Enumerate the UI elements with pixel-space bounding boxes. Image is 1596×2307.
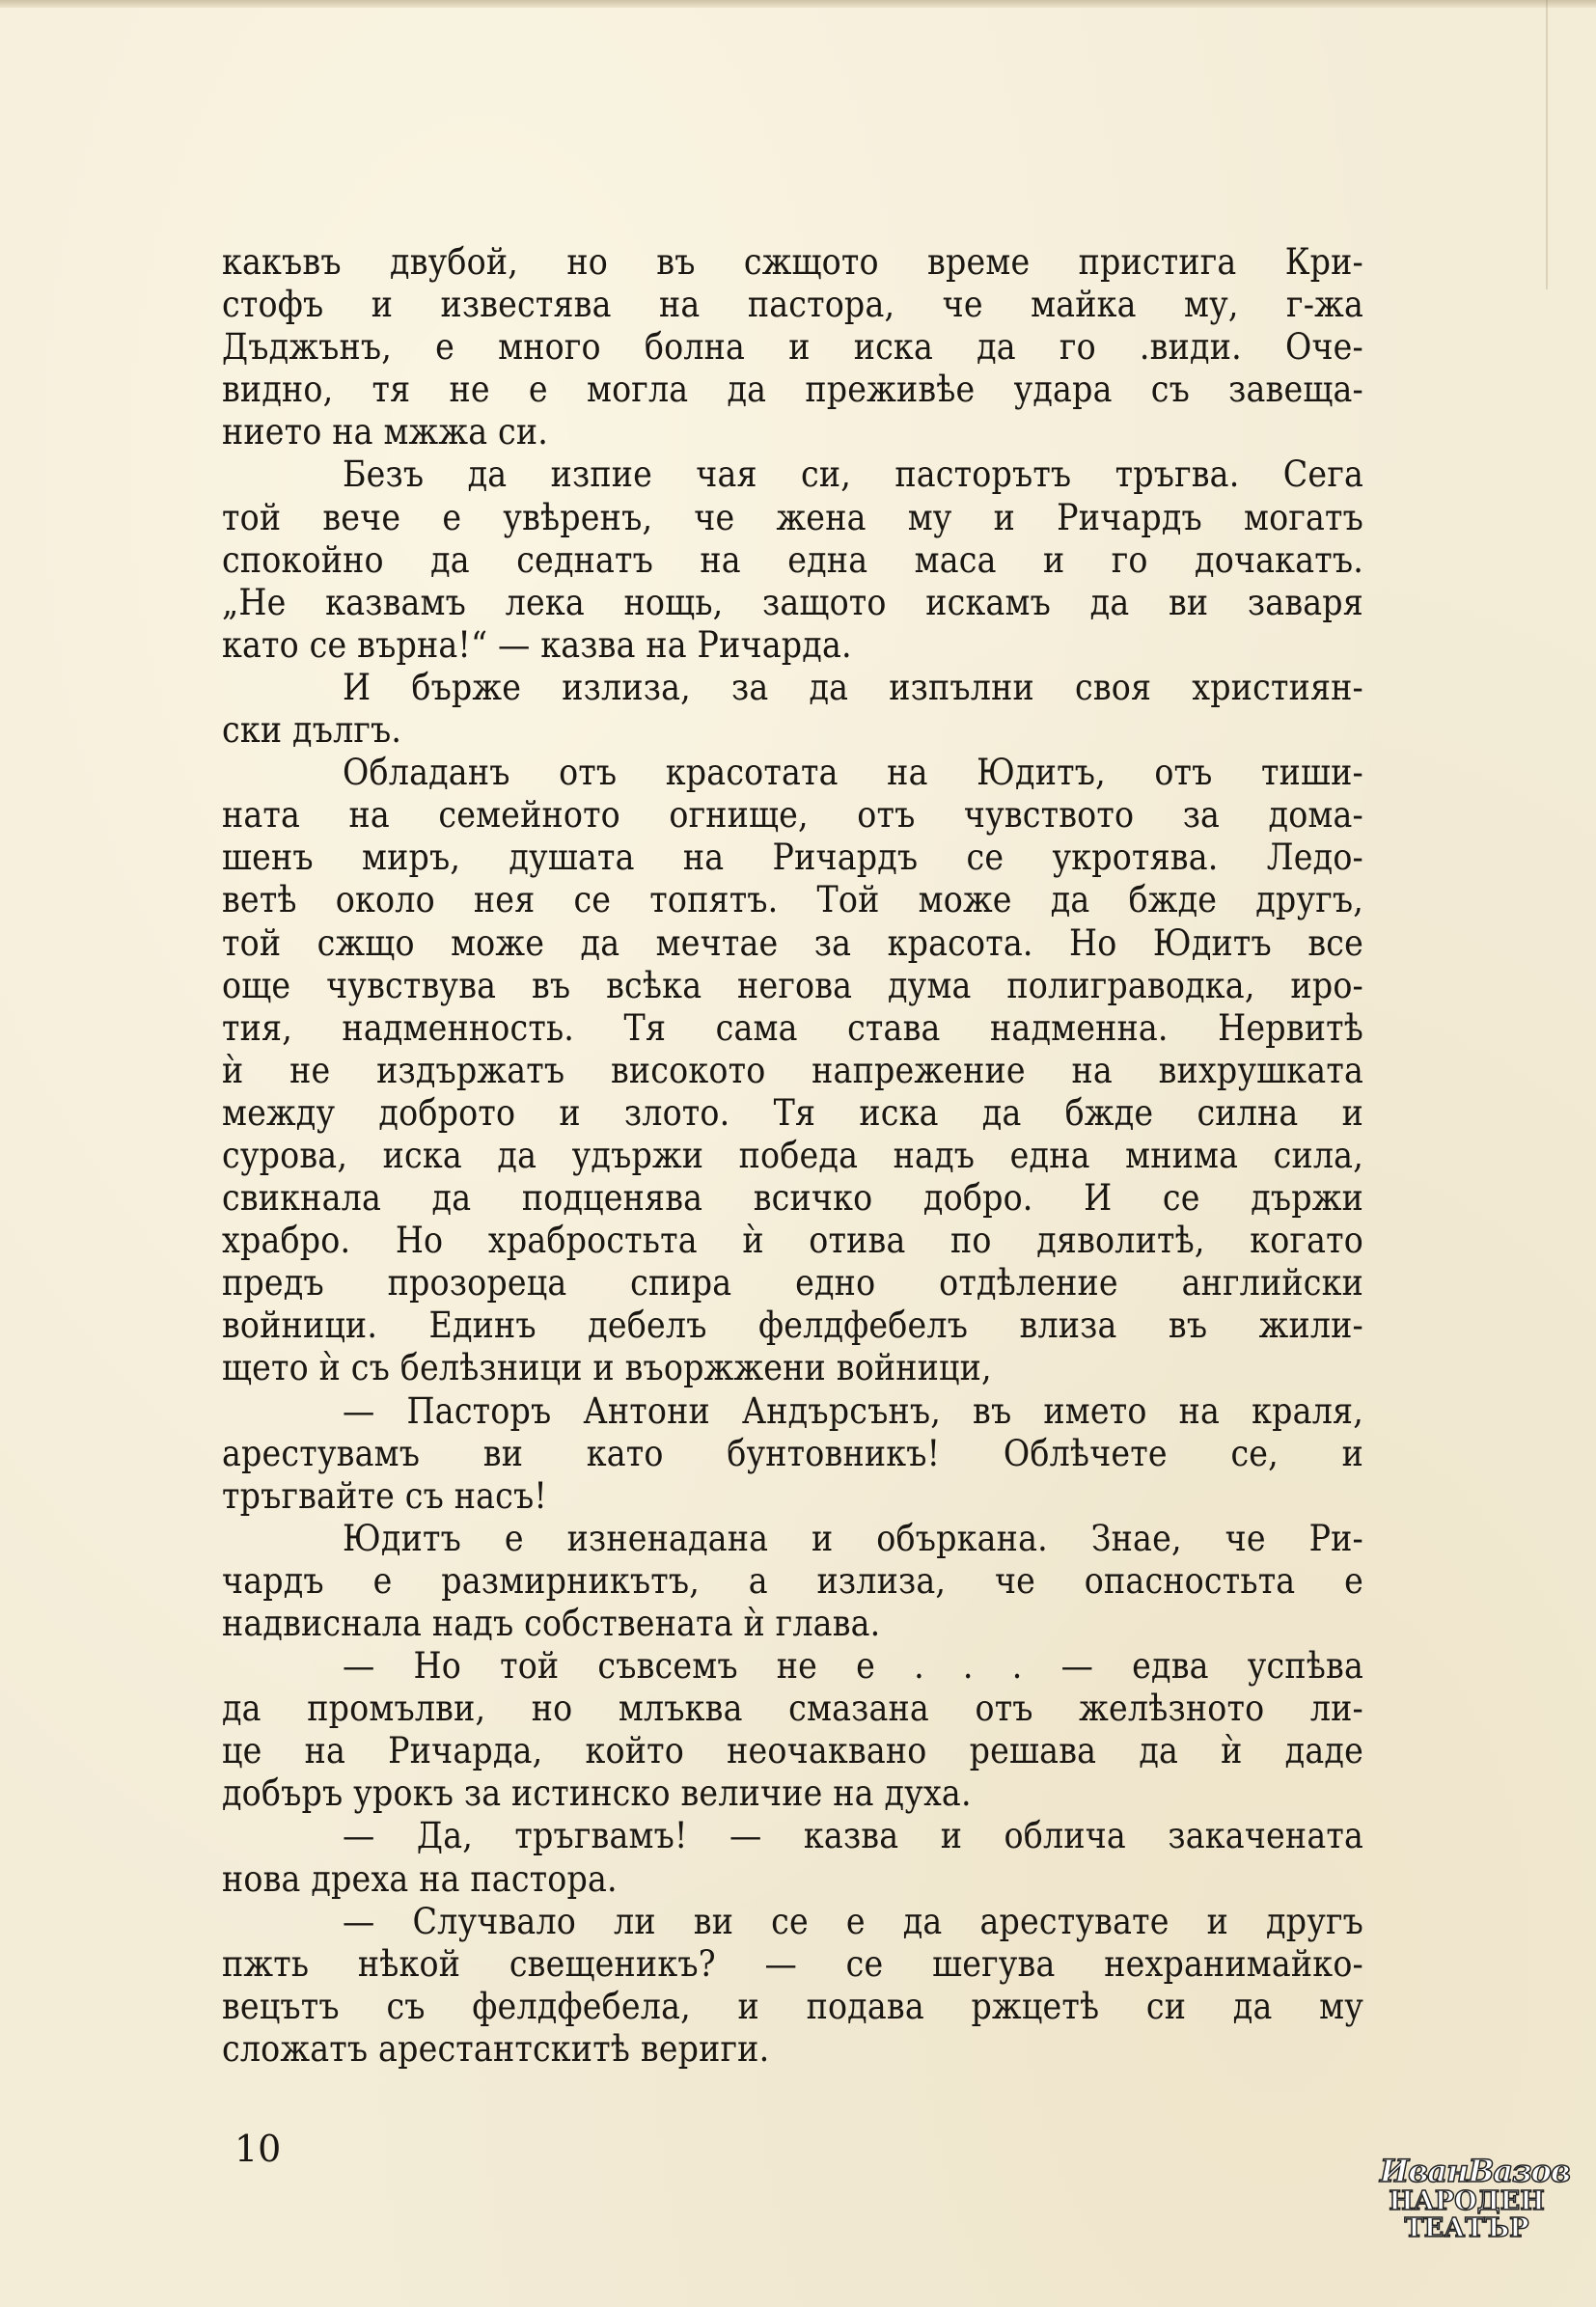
text-line: стофъ и известява на пастора, че майка му, г-жа — [222, 284, 1363, 326]
text-line: храбро. Но храбростьта ѝ отива по дяволитѣ, когато — [222, 1220, 1363, 1262]
text-line: Дъджънъ, е много болна и иска да го .види. Оче- — [222, 326, 1363, 369]
text-line: какъвъ двубой, но въ сжщото време пристига Кри- — [222, 241, 1363, 283]
text-line: — Но той съвсемъ не е . . . — едва успѣва — [343, 1645, 1363, 1688]
text-line: тръгвайте съ насъ! — [222, 1474, 547, 1517]
text-line: сложатъ арестантскитѣ вериги. — [222, 2027, 770, 2070]
text-line: още чувствува въ всѣка негова дума полиграводка, иро- — [222, 964, 1363, 1006]
text-line: нието на мжжа си. — [222, 411, 549, 453]
text-line: Юдитъ е изненадана и объркана. Знае, че Ри- — [343, 1517, 1363, 1559]
text-line: ветѣ около нея се топятъ. Той може да бжде другъ, — [222, 879, 1363, 921]
text-line: вецътъ съ фелдфебела, и подава ржцетѣ си да му — [222, 1985, 1363, 2027]
text-line: — Пасторъ Антони Андърсънъ, въ името на краля, — [343, 1389, 1363, 1432]
text-line: щето ѝ съ белѣзници и въоржжени войници, — [222, 1347, 992, 1389]
page-top-edge — [0, 0, 1596, 8]
text-line: спокойно да седнатъ на една маса и го дочакатъ. — [222, 538, 1363, 581]
text-line: сурова, иска да удържи победа надъ една мнима сила, — [222, 1134, 1363, 1176]
body-text — [222, 241, 1363, 2071]
text-line: войници. Единъ дебелъ фелдфебелъ влиза въ жили- — [222, 1305, 1363, 1347]
text-line: шенъ миръ, душата на Ричардъ се укротява. Ледо- — [222, 837, 1363, 879]
text-line: нова дреха на пастора. — [222, 1857, 618, 1900]
text-line: — Случвало ли ви се е да арестувате и другъ — [343, 1900, 1363, 1942]
text-line: като се върна!“ — казва на Ричарда. — [222, 623, 852, 666]
text-line: предъ прозореца спира едно отдѣление английски — [222, 1262, 1363, 1305]
text-line: „Не казвамъ лека нощь, защото искамъ да ви заваря — [222, 581, 1363, 623]
text-line: ѝ не издържатъ високото напрежение на вихрушката — [222, 1049, 1363, 1091]
text-line: чардъ е размирникътъ, а излиза, че опасностьта е — [222, 1559, 1363, 1602]
page-number: 10 — [234, 2128, 282, 2170]
text-line: ната на семейното огнище, отъ чувството за дома- — [222, 794, 1363, 837]
text-line: Безъ да изпие чая си, пасторътъ тръгва. Сега — [343, 453, 1363, 496]
text-line: между доброто и злото. Тя иска да бжде силна и — [222, 1091, 1363, 1134]
text-line: тия, надменность. Тя сама става надменна. Нервитѣ — [222, 1006, 1363, 1049]
stamp-signature: ИванВазов — [1380, 2153, 1570, 2189]
theatre-logo-stamp — [1380, 2153, 1570, 2243]
text-line: надвиснала надъ собствената ѝ глава. — [222, 1603, 881, 1644]
text-line: свикнала да подценява всичко добро. И се държи — [222, 1177, 1363, 1220]
text-line: той сжщо може да мечтае за красота. Но Юдитъ все — [222, 921, 1363, 964]
text-line: Обладанъ отъ красотата на Юдитъ, отъ тиши- — [343, 752, 1363, 794]
stamp-line-1: НАРОДЕН — [1389, 2186, 1545, 2216]
text-line: — Да, тръгвамъ! — казва и облича закачената — [343, 1815, 1363, 1857]
text-line: видно, тя не е могла да преживѣе удара съ завеща- — [222, 369, 1363, 411]
text-line: той вече е увѣренъ, че жена му и Ричардъ могатъ — [222, 496, 1363, 538]
text-line: арестувамъ ви като бунтовникъ! Облѣчете се, и — [222, 1432, 1363, 1474]
text-line: И бърже излиза, за да изпълни своя християн- — [343, 666, 1363, 708]
text-line: пжть нѣкой свещеникъ? — се шегува нехранимайко- — [222, 1942, 1363, 1985]
text-line: це на Ричарда, който неочаквано решава да ѝ даде — [222, 1730, 1363, 1772]
stamp-line-2: ТЕАТЪР — [1404, 2213, 1529, 2243]
text-line: ски дългъ. — [222, 709, 402, 752]
paper-crease — [1546, 0, 1548, 289]
text-line: да промълви, но млъква смазана отъ желѣзното ли- — [222, 1688, 1363, 1730]
text-line: добъръ урокъ за истинско величие на духа. — [222, 1772, 972, 1815]
